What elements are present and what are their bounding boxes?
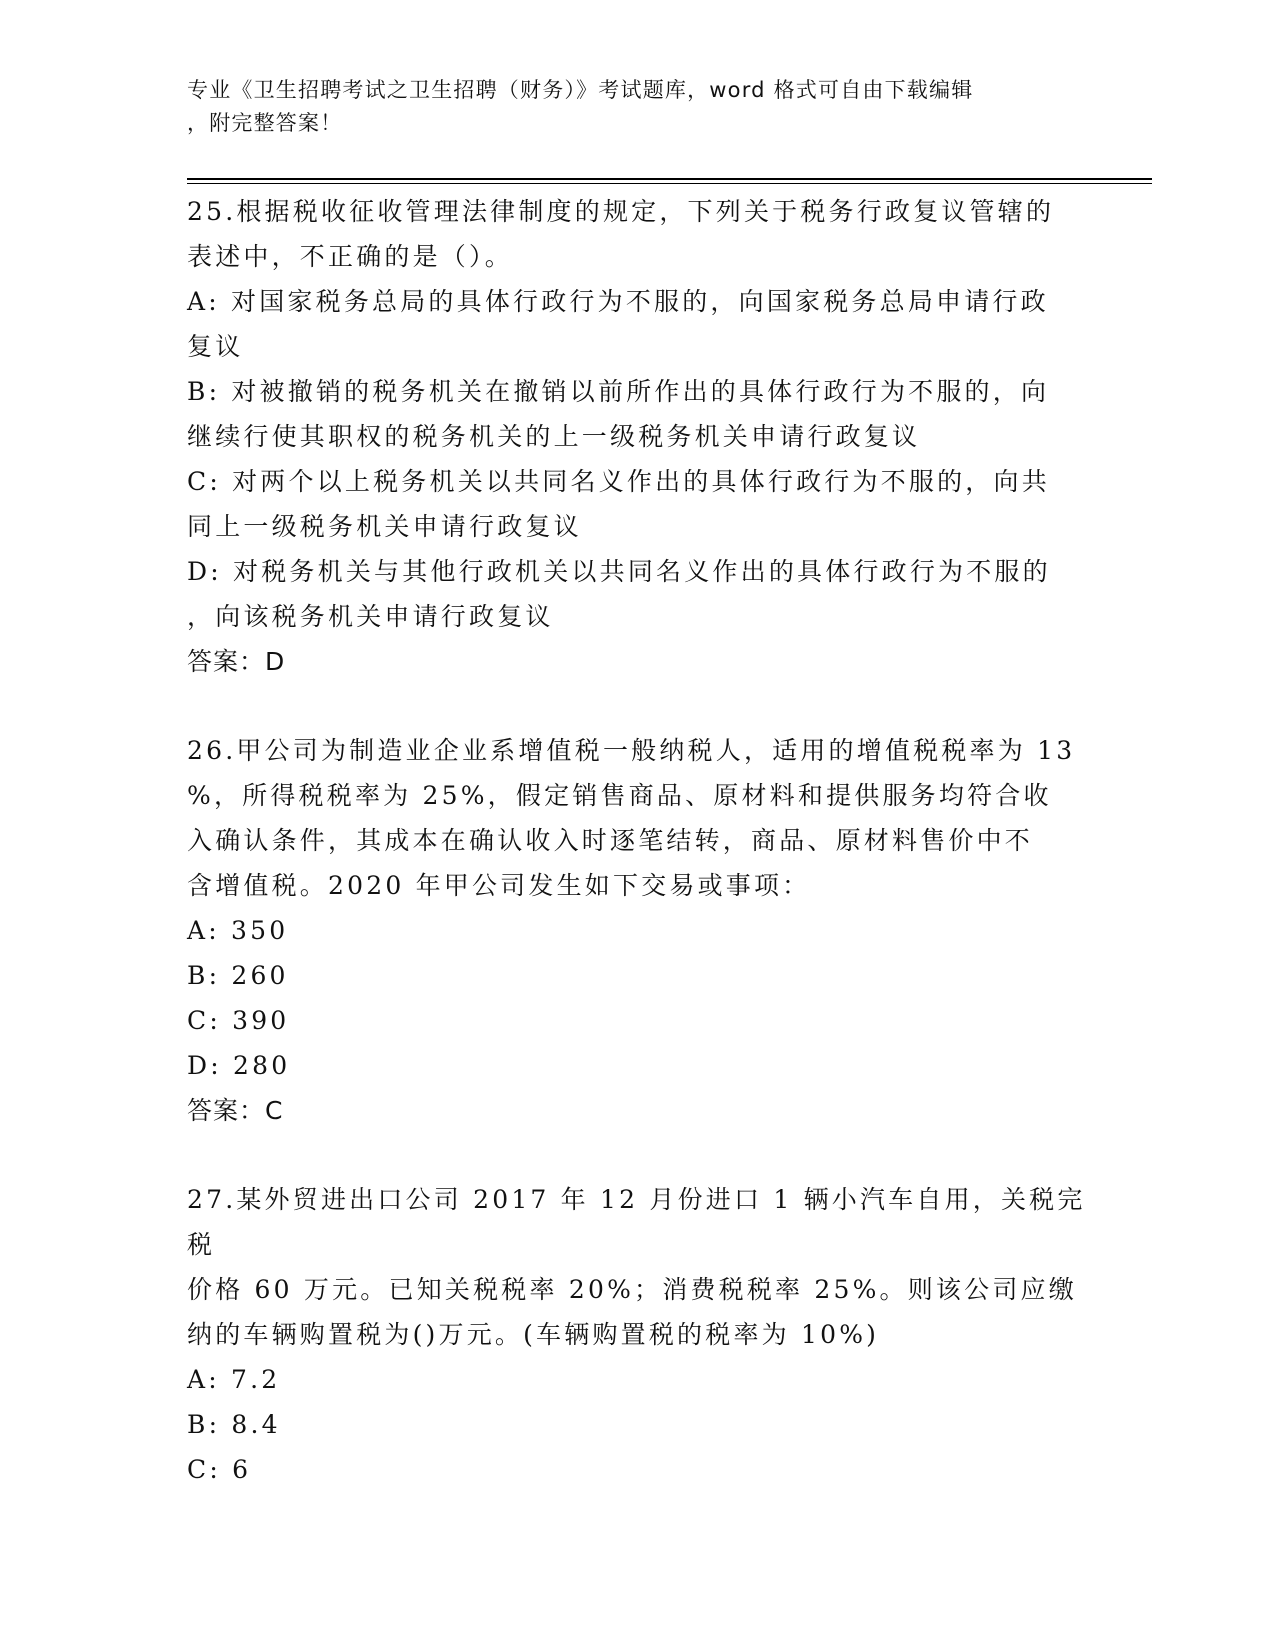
answer-label: 答案：C xyxy=(187,1096,284,1125)
header-line-2: ，附完整答案！ xyxy=(187,111,343,135)
option-b-line: 继续行使其职权的税务机关的上一级税务机关申请行政复议 xyxy=(187,422,921,451)
question-27 xyxy=(187,1177,1087,1492)
question-text-line: 26.甲公司为制造业企业系增值税一般纳税人，适用的增值税税率为 13 xyxy=(187,736,1076,765)
document-header xyxy=(187,74,1067,140)
question-text-line: 价格 60 万元。已知关税税率 20%；消费税税率 25%。则该公司应缴 xyxy=(187,1275,1077,1304)
question-text-line: 25.根据税收征收管理法律制度的规定，下列关于税务行政复议管辖的 xyxy=(187,197,1055,226)
option-b: B: 260 xyxy=(187,961,289,990)
question-text-line: 27.某外贸进出口公司 2017 年 12 月份进口 1 辆小汽车自用，关税完税 xyxy=(187,1185,1086,1259)
option-a-line: 复议 xyxy=(187,332,244,361)
question-text-line: 含增值税。2020 年甲公司发生如下交易或事项： xyxy=(187,871,811,900)
option-b: B: 8.4 xyxy=(187,1410,281,1439)
option-c-line: 同上一级税务机关申请行政复议 xyxy=(187,512,582,541)
option-d: D: 280 xyxy=(187,1051,291,1080)
header-divider-thick xyxy=(187,178,1152,180)
answer-label: 答案：D xyxy=(187,647,286,676)
option-a: A: 350 xyxy=(187,916,289,945)
spacer xyxy=(187,684,1087,728)
question-text-line: %，所得税税率为 25%，假定销售商品、原材料和提供服务均符合收 xyxy=(187,781,1052,810)
option-d-line: ，向该税务机关申请行政复议 xyxy=(187,602,554,631)
option-b-line: B: 对被撤销的税务机关在撤销以前所作出的具体行政行为不服的，向 xyxy=(187,377,1050,406)
question-text-line: 入确认条件，其成本在确认收入时逐笔结转，商品、原材料售价中不 xyxy=(187,826,1034,855)
option-d-line: D: 对税务机关与其他行政机关以共同名义作出的具体行政行为不服的 xyxy=(187,557,1051,586)
question-26 xyxy=(187,728,1087,1133)
question-text-line: 纳的车辆购置税为()万元。(车辆购置税的税率为 10%) xyxy=(187,1320,880,1349)
option-a: A: 7.2 xyxy=(187,1365,281,1394)
question-list xyxy=(187,189,1087,1492)
spacer xyxy=(187,1133,1087,1177)
question-25 xyxy=(187,189,1087,684)
question-text-line: 表述中，不正确的是（）。 xyxy=(187,242,513,271)
header-line-1: 专业《卫生招聘考试之卫生招聘（财务）》考试题库，word 格式可自由下载编辑 xyxy=(187,78,974,102)
option-c-line: C: 对两个以上税务机关以共同名义作出的具体行政行为不服的，向共 xyxy=(187,467,1050,496)
header-divider-thin xyxy=(187,183,1152,184)
option-c: C: 390 xyxy=(187,1006,290,1035)
option-c: C: 6 xyxy=(187,1455,252,1484)
option-a-line: A: 对国家税务总局的具体行政行为不服的，向国家税务总局申请行政 xyxy=(187,287,1049,316)
